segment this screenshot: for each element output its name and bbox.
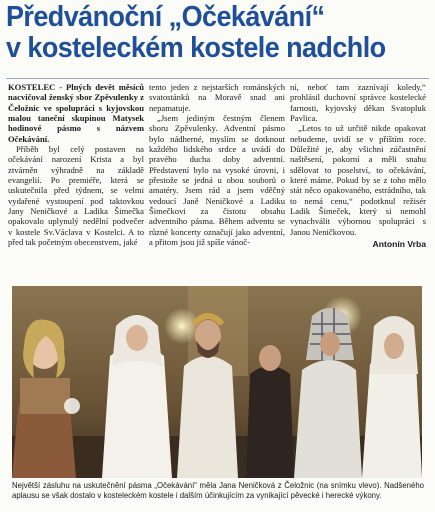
article-column-1 <box>8 82 144 248</box>
headline <box>6 2 400 64</box>
headline-line-1: Předvánoční „Očekávání“ <box>6 1 325 33</box>
article-paragraph: „Jsem jediným čestným členem sboru Zpěvulenky. Adventní pásmo bylo nádherné, myslím se dotknout každého lidského srdce a uvádí do pravého ducha doby adventní. Představení bylo na vysoké úrovni, i přestože se jedná u obou souborů o amatéry. Jsem rád a jsem vděčný vedoucí Janě Neničkové a Ladiku Šimečkovi za čistotu obsahu adventního pásma. Během adventu se různé koncerty označují jako adventní, a přitom jsou již spíše vánoč- <box>149 113 285 248</box>
church-performance-photo <box>12 286 422 478</box>
article-lead <box>8 82 144 144</box>
article-intro: Plných devět měsíců nacvičoval ženský sbor Zpěvulenky z Čeložnic ve spolupráci s kyjovskou malou taneční skupinou Matysek hodinové pásmo s názvem Očekávání. <box>8 82 144 144</box>
headline-rule <box>6 78 429 79</box>
article-column-2 <box>149 82 285 248</box>
article-paragraph: ní, neboť tam zaznívají koledy,“ prohlásil duchovní správce kostelecké farnosti, kyjovský děkan Svatopluk Pavlica. <box>290 82 426 124</box>
photo-caption: Největší zásluhu na uskutečnění pásma „Očekávání“ měla Jana Neničková z Čeložnic (na snímku vlevo). Nadšeného aplausu se však dostalo v kosteleckém kostele i dalším účinkujícím za vynikající pěvecké i herecké výkony. <box>12 481 424 500</box>
article-paragraph: Příběh byl celý postaven na očekávání narození Krista a byl ztvárněn výhradně na základě evangelií. Po premiéře, která se uskutečnila před týdnem, se velmi vydařené vystoupení pod taktovkou Jany Neničkové a Ladika Šimečka opakovalo uplynulý nedělní podvečer v kostele Sv.Václava v Kostelci. A to před tak početným obecenstvem, jaké <box>8 144 144 248</box>
article-photo <box>12 286 422 478</box>
author-byline: Antonín Vrba <box>372 239 426 250</box>
article-paragraph: tento jeden z nejstarších románských svatostánků na Moravě snad ani nepamatuje. <box>149 82 285 113</box>
article-paragraph: „Letos to už určitě nikde opakovat nebudeme, uvidí se v příštím roce. Důležité je, aby všichni zúčastnění naštěsení, pokorní a měli snahu sdělovat to poselství, to očekávání, které máme. Pokud by se z toho mělo stát něco opakovaného, estrádního, tak to nemá cenu,“ podotknul režisér Ladik Šimeček, který si nemohl vynachválit výbornou spolupráci s Janou Neničkovou. <box>290 123 426 237</box>
headline-line-2: v kosteleckém kostele nadchlo <box>6 32 386 64</box>
dateline: KOSTELEC - <box>8 82 63 92</box>
light-glow <box>164 308 200 344</box>
article-column-3 <box>290 82 426 250</box>
